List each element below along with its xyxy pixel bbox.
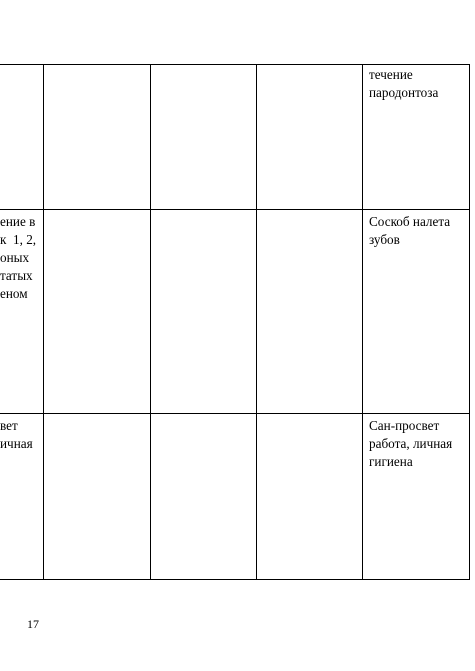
- table-col-divider-3: [256, 64, 257, 580]
- table-cell-last-line: Сан-просвет: [369, 418, 440, 433]
- table-cell-first-line: ение в: [0, 214, 36, 229]
- table-cell-first-line: ичная: [0, 436, 33, 451]
- table-col-divider-5: [469, 64, 470, 580]
- table-cell-first-line: оных: [0, 250, 30, 265]
- table-cell-first-line: вет: [0, 418, 18, 433]
- table-rule-top: [0, 64, 470, 65]
- table-cell-last-line: зубов: [369, 232, 400, 247]
- table-cell-first-line: еном: [0, 286, 28, 301]
- table-col-divider-4: [362, 64, 363, 580]
- table-cell-last-line: течение: [369, 67, 413, 82]
- table-cell-last-line: гигиена: [369, 454, 413, 469]
- table-cell-last-line: пародонтоза: [369, 85, 439, 100]
- table-cell-last-line: работа, личная: [369, 436, 453, 451]
- table-col-divider-1: [43, 64, 44, 580]
- table-cell-last-line: Соскоб налета: [369, 214, 451, 229]
- table-rule-row-1: [0, 209, 470, 210]
- table-cell-first-line: к 1, 2,: [0, 232, 37, 247]
- table-col-divider-2: [150, 64, 151, 580]
- table-rule-bottom: [0, 579, 470, 580]
- table-rule-row-2: [0, 413, 470, 414]
- table-cell-first-line: татых: [0, 268, 33, 283]
- page-number: 17: [27, 617, 39, 631]
